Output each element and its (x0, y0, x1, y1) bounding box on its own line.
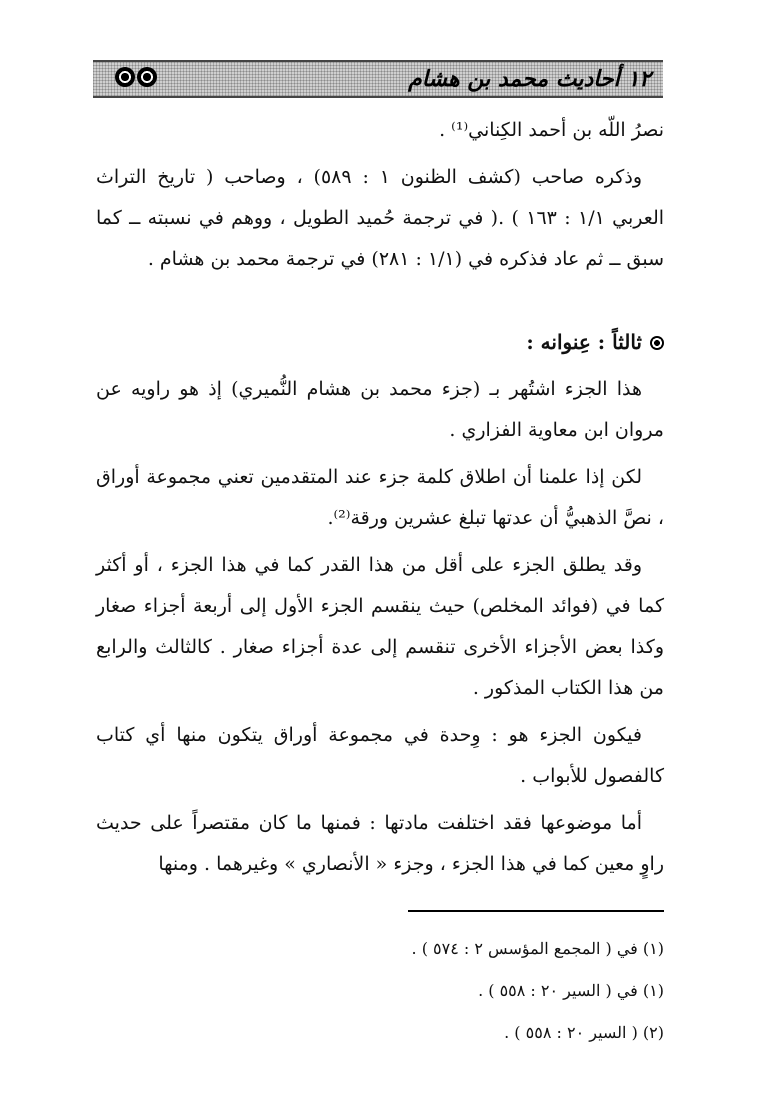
spacer (96, 286, 664, 322)
page-header (93, 60, 663, 98)
paragraph-1: نصرُ اللّه بن أحمد الكِناني⁽¹⁾ . (439, 119, 664, 141)
page-header-title: ١٢ أحاديث محمد بن هشام (408, 66, 651, 92)
ornament-dot-icon (115, 67, 135, 87)
paragraph-3: هذا الجزء اشتُهر بـ (جزء محمد بن هشام النُّميري) إذ هو راويه عن مروان ابن معاوية الفزاري . (96, 378, 664, 441)
footnote-divider (408, 910, 664, 912)
paragraph-5: وقد يطلق الجزء على أقل من هذا القدر كما في هذا الجزء ، أو أكثر كما في (فوائد المخلص) حيث ينقسم الجزء الأول إلى أربعة أجزاء صغار وكذا بعض الأجزاء الأخرى تنقسم إلى عدة أجزاء صغار . كالثالث والرابع من هذا الكتاب المذكور . (96, 554, 664, 699)
footnotes (96, 928, 664, 1054)
footnote-item: (١) في ( السير ٢٠ : ٥٥٨ ) . (478, 981, 664, 1000)
section-heading-text: ثالثاً : عِنوانه : (526, 330, 642, 354)
header-ornament-icon (115, 67, 157, 87)
paragraph-6: فيكون الجزء هو : وِحدة في مجموعة أوراق يتكون منها أي كتاب كالفصول للأبواب . (96, 724, 664, 787)
paragraph-7: أما موضوعها فقد اختلفت مادتها : فمنها ما كان مقتصراً على حديث راوٍ معين كما في هذا الجزء ، وجزء « الأنصاري » وغيرهما . ومنها (96, 812, 664, 875)
paragraph-2: وذكره صاحب (كشف الظنون ١ : ٥٨٩) ، وصاحب ( تاريخ التراث العربي ١/١ : ١٦٣ ) .( في ترجمة حُميد الطويل ، ووهم في نسبته ــ كما سبق ــ ثم عاد فذكره في (١/١ : ٢٨١) في ترجمة محمد بن هشام . (96, 166, 665, 270)
bullet-icon (650, 336, 664, 350)
page-body (96, 110, 664, 891)
ornament-dot-icon (137, 67, 157, 87)
footnote-item: (١) في ( المجمع المؤسس ٢ : ٥٧٤ ) . (411, 939, 664, 958)
paragraph-4: لكن إذا علمنا أن اطلاق كلمة جزء عند المتقدمين تعني مجموعة أوراق ، نصَّ الذهبيُّ أن عدتها تبلغ عشرين ورقة⁽²⁾. (96, 466, 664, 529)
footnote-item: (٢) ( السير ٢٠ : ٥٥٨ ) . (504, 1023, 664, 1042)
section-heading (96, 322, 664, 363)
